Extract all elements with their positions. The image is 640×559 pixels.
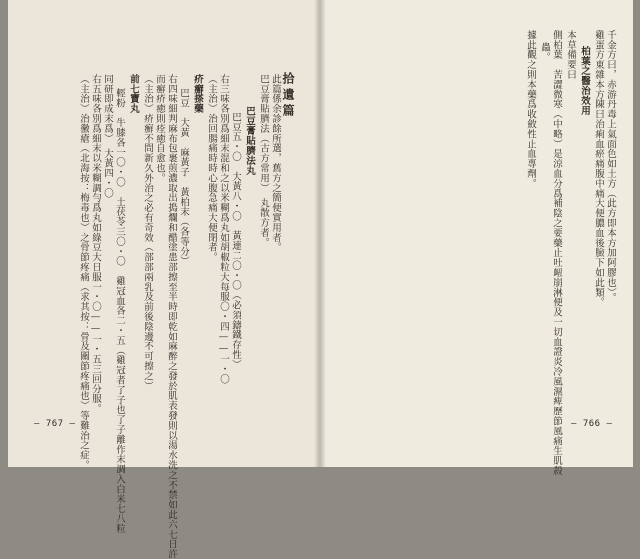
section-heading: 前七寶丸	[128, 74, 139, 114]
text-column: 輕粉 牛膝各一〇・〇 土茯苓三〇・〇 雞冠血各二・五（雞冠者了子也了子離作末調入白米七八粒	[114, 88, 125, 534]
left-page	[8, 0, 321, 559]
text-column: 千金方曰，赤游丹毒上氣面色如土方（此方即本方加阿膠也）。	[605, 30, 616, 303]
page-number-left: — 767 —	[34, 419, 76, 429]
text-column: 右三味各別爲細末混和之以米糊爲丸如胡椒粒大每服〇・四——一・〇	[218, 74, 229, 384]
text-column: 巴豆五・〇 大黃八・〇 黃連二〇・〇（必須鑄鐵存性）	[230, 112, 241, 370]
text-column: 蟲。	[539, 42, 550, 62]
section-heading: 柏葉之醫治效用	[579, 46, 590, 116]
text-column: 本草備要曰	[565, 30, 576, 80]
text-column: 同研即成末爲） 大黃四・〇	[102, 74, 113, 198]
text-column: 而癬疥癒則痊癒自愈也。	[154, 74, 165, 183]
page-title: 拾遺篇	[281, 72, 295, 120]
right-page	[319, 0, 633, 476]
text-column: 側柏葉 苦澀微寒（中略）是涼血分爲補陰之要藥止吐衄崩淋便及一切血證炎冷風濕痺歷節風痛生肌殺	[551, 30, 562, 476]
text-column: 巴豆 大黃 麻黃子 黃柏末（各等分）	[178, 88, 189, 267]
text-column: （主治）治黴瘡（北海按：梅毒也）之骨節疼痛（求其按：骨及關節疼痛也）等難治之症。	[78, 74, 89, 470]
section-heading: 巴豆膏貼臍法丸	[244, 106, 255, 176]
book-gutter	[314, 0, 326, 467]
text-column: 據此觀之則本藥爲收斂性止血專劑。	[525, 30, 536, 189]
section-heading: 疥癬搽藥	[192, 74, 203, 114]
text-column: 此篇係余診餘所選，舊方之簡便實用者。	[270, 74, 281, 253]
page-number-right: — 766 —	[571, 419, 613, 429]
text-column: 雞蛋方東雜本方陳曰治痢血瘀痛腹中痛大便膿血後臉下如此類。	[593, 30, 604, 308]
text-column: 右四味細判麻布包裹煎濃取出搗爛和醋塗患部擦至半時即乾如麻醉之發於肌表發則以湯水洗之不禁如此六七日許	[166, 74, 177, 559]
text-column: （主治）疥癬不問新久外治之必有奇效（部部兩乳及前後陰邊不可擦之）	[142, 74, 153, 391]
text-column: 右五味各別爲細末以米糊調勻爲丸如綠豆大日服一・〇——一・五三回分服。	[90, 74, 101, 414]
text-column: 巴豆膏貼臍法（古方常用） 丸散方者。	[258, 74, 269, 248]
text-column: （主治）治回腸痛時時心腹急痛大便閉者。	[206, 74, 217, 263]
